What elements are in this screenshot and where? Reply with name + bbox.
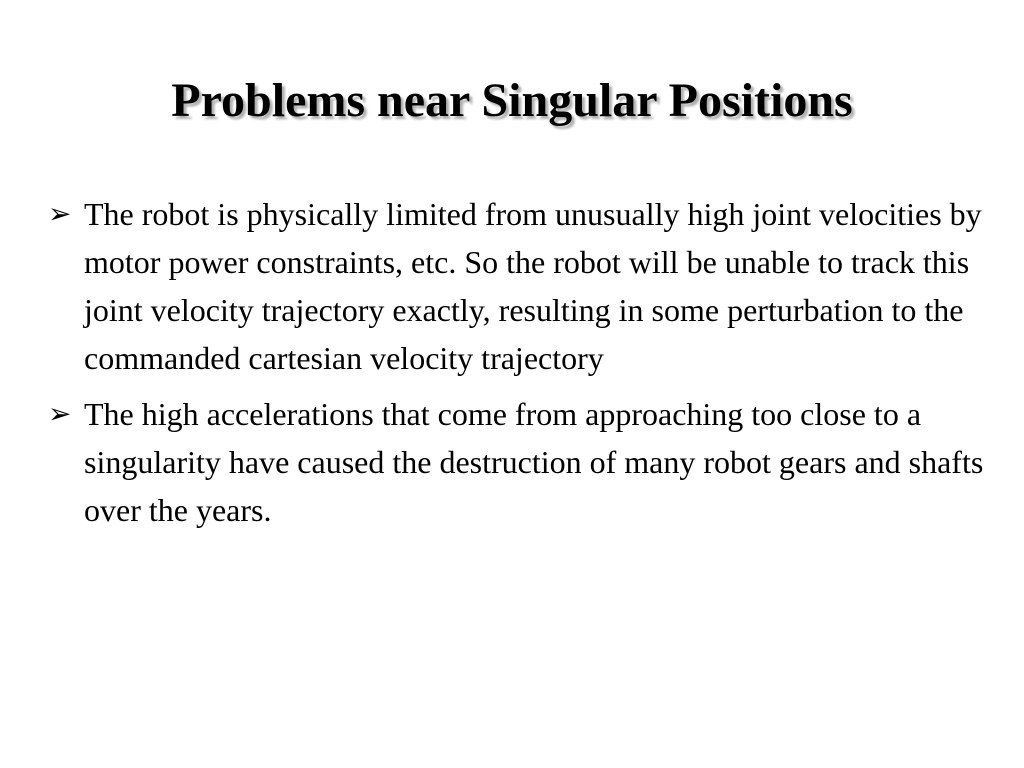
- bullet-item: [46, 190, 1006, 382]
- arrowhead-bullet-icon: ➢: [48, 397, 72, 430]
- bullet-text: The robot is physically limited from unusually high joint velocities by motor power constraints, etc. So the robot will be unable to track this joint velocity trajectory exactly, resulting in some perturbation to the commanded cartesian velocity trajectory: [84, 196, 982, 376]
- bullet-item: [46, 390, 1006, 534]
- arrowhead-bullet-icon: ➢: [48, 197, 72, 230]
- bullet-text: The high accelerations that come from approaching too close to a singularity have caused the destruction of many robot gears and shafts over the years.: [84, 396, 984, 528]
- slide-title: Problems near Singular Positions: [171, 74, 853, 127]
- bullet-list: [46, 190, 1006, 542]
